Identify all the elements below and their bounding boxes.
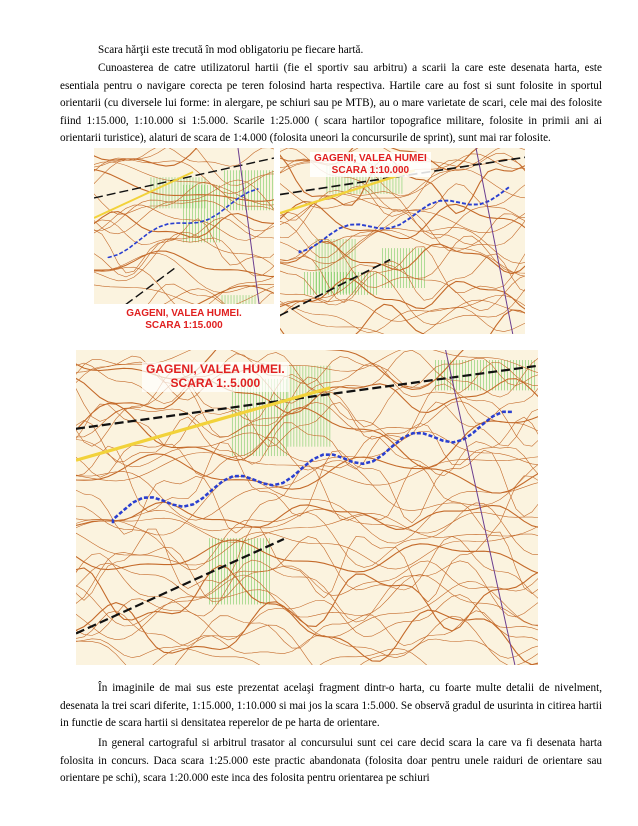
contour-line: [280, 212, 525, 257]
contour-line: [76, 502, 538, 529]
contour-line: [76, 574, 538, 626]
map-title: GAGENI, VALEA HUMEI: [314, 153, 427, 164]
map-title: GAGENI, VALEA HUMEI.: [146, 362, 285, 376]
contour-line: [280, 304, 525, 332]
contour-line: [76, 581, 538, 639]
map-drawing: [76, 350, 538, 665]
map-scale-15000: [94, 148, 274, 348]
map-title: GAGENI, VALEA HUMEI.: [126, 308, 242, 319]
map-scale-label: SCARA 1:15.000: [145, 319, 223, 331]
contour-line: [76, 602, 538, 665]
paragraph-image-explanation: În imaginile de mai sus este prezentat acelaşi fragment dintr-o harta, cu foarte multe detalii de nivelment, desenata la trei scari diferite, 1:15.000, 1:10.000 si mai jos la scara 1:5.000. Se observă gradul de usurinta in citirea hartii in functie de scara hartii si densitatea reperelor de pe harta de orientare.: [60, 682, 602, 730]
map-caption: [142, 362, 289, 392]
contour-line: [76, 636, 538, 659]
map-scale-5000: [76, 350, 538, 665]
contour-line: [280, 202, 525, 239]
map-scale-label: SCARA 1:.5.000: [170, 375, 261, 390]
map-caption: [94, 304, 274, 348]
contour-line: [76, 561, 538, 598]
contour-line: [76, 540, 538, 575]
paragraph-scale-importance: Cunoasterea de catre utilizatorul hartii (fie el sportiv sau arbitru) a scarii la care este desenata harta, este esentiala pentru o navigare corecta pe teren folosind harta respectiva. Hartile care au fost si sunt folosite in sportul orientarii (cu diversele lui forme: in alergare, pe schiuri sau pe MTB), au o mare varietate de scari, cele mai des folosite fiind 1:15.000, 1:10.000 si 1:5.000. Scarile 1:25.000 ( scara hartilor topografice militare, folosite in primii ani ai orientarii turistice), alaturi de scara de 1:4.000 (folosita uneori la concursurile de sprint), sunt mai rar folosite.: [60, 62, 602, 145]
boundary-line: [446, 350, 515, 665]
contour-line: [94, 232, 274, 281]
contour-line: [280, 194, 525, 232]
map-caption: [310, 152, 431, 177]
paragraph-scale-choice: In general cartograful si arbitrul trasator al concursului sunt cei care decid scara la care va fi desenata harta folosita in concurs. Daca scara 1:25.000 este practic abandonata (folosita doar pentru unele raiduri de orientare sau orientare pe schi), scara 1:20.000 este inca des folosita pentru orientarea pe schiuri: [60, 737, 602, 785]
contour-line: [76, 513, 538, 542]
contour-line: [94, 251, 274, 277]
contour-line: [76, 536, 538, 603]
map-scale-label: SCARA 1:10.000: [331, 164, 410, 176]
road-line: [76, 388, 330, 460]
paragraph-scale-intro: Scara hărţii este trecută în mod obligatoriu pe fiecare hartă.: [98, 44, 364, 56]
map-scale-10000: [280, 148, 525, 334]
contour-line: [94, 218, 274, 245]
contour-line: [76, 459, 538, 520]
contour-line: [76, 648, 538, 666]
